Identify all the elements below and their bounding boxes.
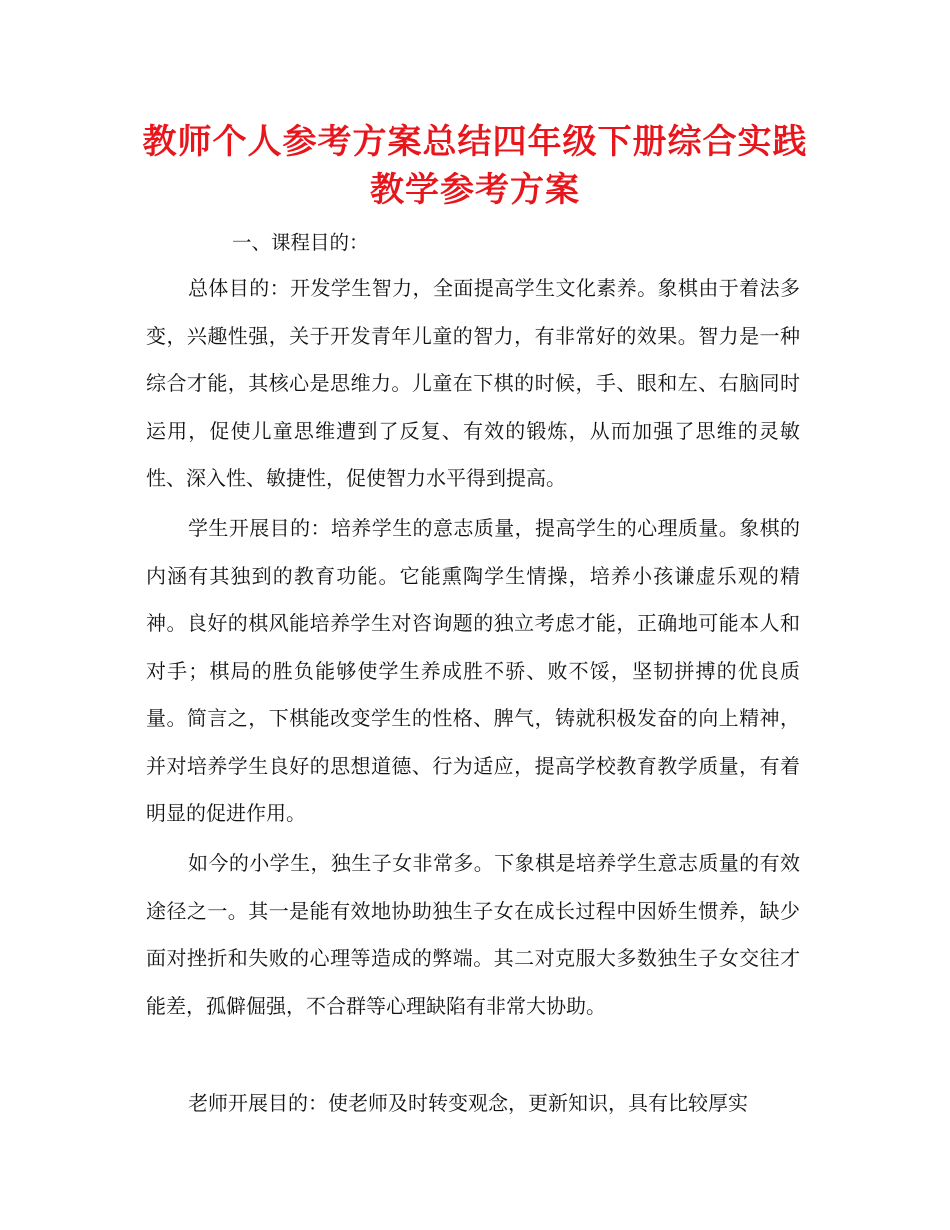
paragraph-only-children: 如今的小学生，独生子女非常多。下象棋是培养学生意志质量的有效途径之一。其一是能有效地协助独生子女在成长过程中因娇生惯养，缺少面对挫折和失败的心理等造成的弊端。其二对克服大多数独生子女交往才能差，孤僻倔强，不合群等心理缺陷有非常大协助。 [146, 851, 800, 1018]
paragraph-overall-goal: 总体目的：开发学生智力，全面提高学生文化素养。象棋由于着法多变，兴趣性强，关于开发青年儿童的智力，有非常好的效果。智力是一种综合才能，其核心是思维力。儿童在下棋的时候，手、眼和左、右脑同时运用，促使儿童思维遭到了反复、有效的锻炼，从而加强了思维的灵敏性、深入性、敏捷性，促使智力水平得到提高。 [146, 276, 800, 490]
section-heading: 一、课程目的： [232, 231, 369, 254]
paragraph-student-goal: 学生开展目的：培养学生的意志质量，提高学生的心理质量。象棋的内涵有其独到的教育功能。它能熏陶学生情操，培养小孩谦虚乐观的精神。良好的棋风能培养学生对咨询题的独立考虑才能，正确地可能本人和对手；棋局的胜负能够使学生养成胜不骄、败不馁，坚韧拼搏的优良质量。简言之，下棋能改变学生的性格、脾气，铸就积极发奋的向上精神，并对培养学生良好的思想道德、行为适应，提高学校教育教学质量，有着明显的促进作用。 [146, 516, 800, 825]
document-title: 教师个人参考方案总结四年级下册综合实践教学参考方案 [142, 122, 808, 210]
paragraph-teacher-goal: 老师开展目的：使老师及时转变观念，更新知识，具有比较厚实 [188, 1091, 748, 1115]
